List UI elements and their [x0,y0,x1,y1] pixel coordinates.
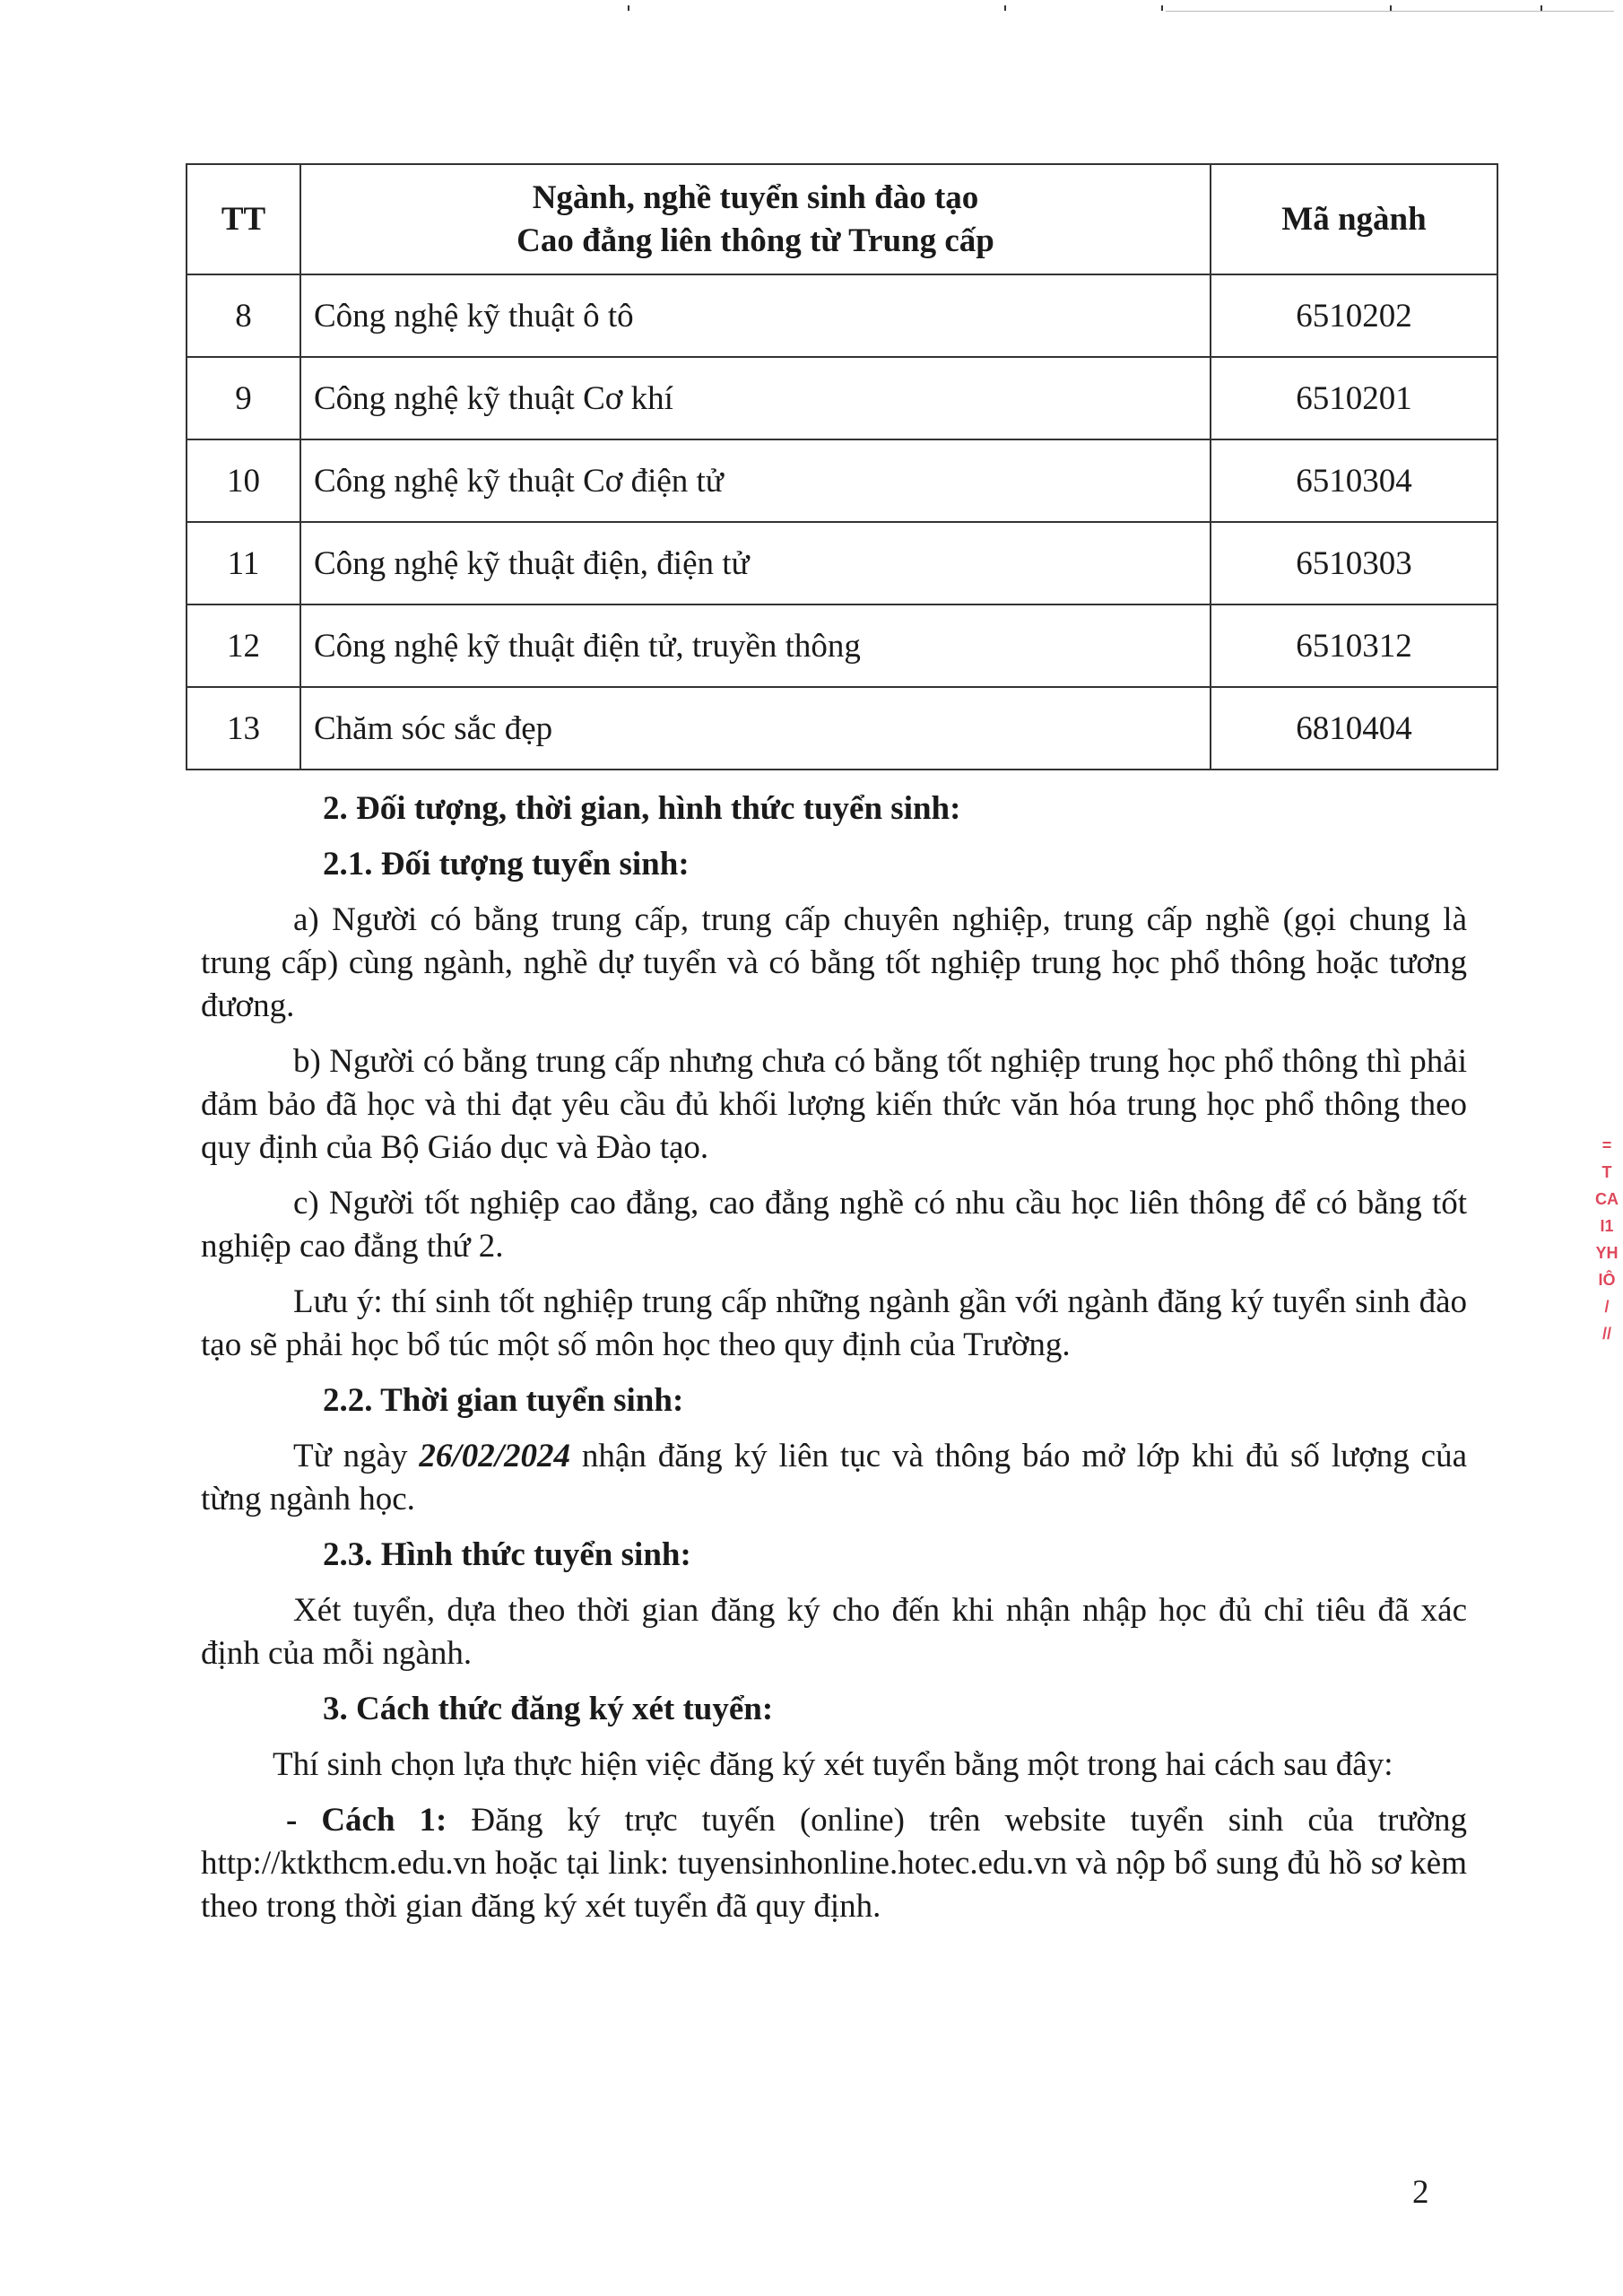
eligibility-a: a) Người có bằng trung cấp, trung cấp chuyên nghiệp, trung cấp nghề (gọi chung là trung cấp) cùng ngành, nghề dự tuyển và có bằng tốt nghiệp trung học phổ thông hoặc tương đương. [201,901,1467,1024]
row-major-code: 6810404 [1211,687,1497,770]
header-major-name-line2: Cao đẳng liên thông từ Trung cấp [516,222,994,259]
row-major-code: 6510304 [1211,439,1497,522]
header-major-code: Mã ngành [1211,164,1497,274]
header-tt: TT [187,164,300,274]
row-major-code: 6510312 [1211,604,1497,687]
row-major-name: Chăm sóc sắc đẹp [300,687,1211,770]
enrollment-time [201,1435,1467,1521]
table-row [187,522,1497,604]
row-major-name: Công nghệ kỹ thuật ô tô [300,274,1211,357]
table-row [187,439,1497,522]
header-major-name-line1: Ngành, nghề tuyển sinh đào tạo [532,178,979,216]
method-1-label: - Cách 1: [286,1802,447,1839]
row-tt: 10 [187,439,300,522]
row-tt: 13 [187,687,300,770]
registration-method-1 [201,1799,1467,1928]
scan-artifacts [0,0,1623,18]
enrollment-time-prefix: Từ ngày [293,1438,420,1474]
row-tt: 8 [187,274,300,357]
table-row [187,604,1497,687]
start-date: 26/02/2024 [419,1438,570,1474]
row-major-code: 6510303 [1211,522,1497,604]
table-row [187,274,1497,357]
page-number: 2 [1412,2174,1429,2211]
eligibility-c: c) Người tốt nghiệp cao đẳng, cao đẳng nghề có nhu cầu học liên thông để có bằng tốt nghiệp cao đẳng thứ 2. [201,1185,1467,1265]
row-major-code: 6510201 [1211,357,1497,439]
registration-intro: Thí sinh chọn lựa thực hiện việc đăng ký xét tuyển bằng một trong hai cách sau đây: [273,1746,1393,1783]
section-2-2-heading: 2.2. Thời gian tuyển sinh: [323,1382,684,1419]
row-major-name: Công nghệ kỹ thuật điện, điện tử [300,522,1211,604]
table-row [187,357,1497,439]
row-major-code: 6510202 [1211,274,1497,357]
header-major-name [300,164,1211,274]
enrollment-method: Xét tuyển, dựa theo thời gian đăng ký cho đến khi nhận nhập học đủ chỉ tiêu đã xác định của mỗi ngành. [201,1592,1467,1672]
row-tt: 9 [187,357,300,439]
majors-table [186,163,1498,770]
eligibility-b: b) Người có bằng trung cấp nhưng chưa có bằng tốt nghiệp trung học phổ thông thì phải đảm bảo đã học và thi đạt yêu cầu đủ khối lượng kiến thức văn hóa trung học phổ thông theo quy định của Bộ Giáo dục và Đào tạo. [201,1043,1467,1166]
eligibility-note: Lưu ý: thí sinh tốt nghiệp trung cấp những ngành gần với ngành đăng ký tuyển sinh đào tạo sẽ phải học bổ túc một số môn học theo quy định của Trường. [201,1283,1467,1363]
red-stamp-fragment: = T CA I1 YH IÔ / // [1595,1136,1619,1343]
section-2-1-heading: 2.1. Đối tượng tuyển sinh: [323,846,690,883]
row-major-name: Công nghệ kỹ thuật Cơ điện tử [300,439,1211,522]
row-tt: 12 [187,604,300,687]
table-header-row [187,164,1497,274]
section-3-heading: 3. Cách thức đăng ký xét tuyển: [323,1691,774,1727]
enrollment-time-suffix: nhận đăng ký liên tục và thông báo mở lớp khi đủ số lượng của từng ngành học. [201,1438,1467,1518]
table-row [187,687,1497,770]
document-body [201,787,1467,1928]
section-2-heading: 2. Đối tượng, thời gian, hình thức tuyển sinh: [323,790,961,827]
row-major-name: Công nghệ kỹ thuật Cơ khí [300,357,1211,439]
row-major-name: Công nghệ kỹ thuật điện tử, truyền thông [300,604,1211,687]
method-1-text: Đăng ký trực tuyến (online) trên website tuyển sinh của trường http://ktkthcm.edu.vn hoặc tại link: tuyensinhonline.hotec.edu.vn và nộp bổ sung đủ hồ sơ kèm theo trong thời gian đăng ký xét tuyển đã quy định. [201,1802,1467,1925]
section-2-3-heading: 2.3. Hình thức tuyển sinh: [323,1536,691,1573]
row-tt: 11 [187,522,300,604]
